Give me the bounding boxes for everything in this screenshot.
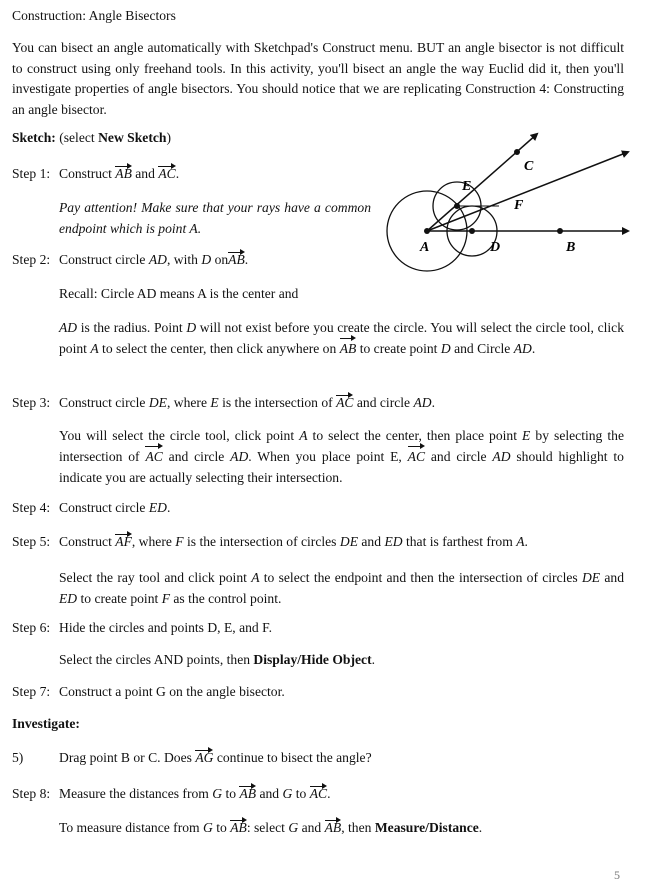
step-7: Step 7: Construct a point G on the angle bisector. bbox=[12, 684, 285, 699]
step-4: Step 4: Construct circle ED. bbox=[12, 500, 171, 515]
step-3-detail: You will select the circle tool, click point A to select the center, then place point E by selecting the intersection of AC and circle AD. When you place point E, AC and circle AD should highlight to indicate you are actually selecting their intersection. bbox=[59, 428, 625, 485]
step-3: Step 3: Construct circle DE, where E is the intersection of AC and circle AD. bbox=[12, 395, 436, 410]
step-8: Step 8: Measure the distances from G to AB and G to AC. bbox=[12, 786, 331, 801]
step-1-note: Pay attention! Make sure that your rays have a common endpoint which is point A. bbox=[59, 200, 371, 236]
step-5: Step 5: Construct AF, where F is the intersection of circles DE and ED that is farthest from A. bbox=[12, 534, 528, 549]
sketch-line: Sketch: (select New Sketch) bbox=[12, 130, 171, 145]
ray-ac-line bbox=[427, 134, 537, 231]
step-5-detail: Select the ray tool and click point A to select the endpoint and then the intersection of circles DE and ED to create point F as the control point. bbox=[59, 570, 625, 606]
label-b: B bbox=[566, 240, 576, 255]
point-b bbox=[557, 228, 563, 234]
page-number: 5 bbox=[614, 868, 620, 882]
question-5: 5) Drag point B or C. Does AG continue to bisect the angle? bbox=[12, 750, 372, 765]
point-e bbox=[454, 203, 460, 209]
point-c bbox=[514, 149, 520, 155]
label-a: A bbox=[420, 240, 430, 255]
step-8-detail: To measure distance from G to AB: select G and AB, then Measure/Distance. bbox=[59, 820, 483, 835]
point-a bbox=[424, 228, 430, 234]
label-d: D bbox=[490, 240, 501, 255]
step-2: Step 2: Construct circle AD, with D onAB. bbox=[12, 252, 249, 267]
angle-bisector-figure bbox=[380, 125, 635, 285]
intro-paragraph: You can bisect an angle automatically with Sketchpad's Construct menu. BUT an angle bisector is not difficult to construct using only freehand tools. In this activity, you'll bisect an angle the way Euclid did it, then you'll investigate properties of angle bisectors. You should notice that we are replicating Construction 4: Constructing an angle bisector. bbox=[12, 40, 624, 117]
page-header: Construction: Angle Bisectors bbox=[12, 8, 176, 23]
point-d bbox=[469, 228, 475, 234]
ray-ac: AC bbox=[158, 166, 176, 181]
ray-ag: AG bbox=[195, 750, 214, 765]
ray-ab: AB bbox=[115, 166, 132, 181]
step-1: Step 1: Construct AB and AC. bbox=[12, 166, 180, 181]
step-6: Step 6: Hide the circles and points D, E, and F. bbox=[12, 620, 272, 635]
step-2-detail: AD is the radius. Point D will not exist before you create the circle. You will select the circle tool, click point A to select the center, then click anywhere on AB to create point D and Circle AD. bbox=[59, 317, 624, 359]
step-6-detail: Select the circles AND points, then Display/Hide Object. bbox=[59, 652, 376, 667]
label-e: E bbox=[462, 179, 472, 194]
label-f: F bbox=[514, 198, 524, 213]
step-2-recall: Recall: Circle AD means A is the center and bbox=[59, 286, 299, 301]
ray-af: AF bbox=[115, 534, 132, 549]
investigate-heading: Investigate: bbox=[12, 716, 80, 731]
label-c: C bbox=[524, 159, 534, 174]
